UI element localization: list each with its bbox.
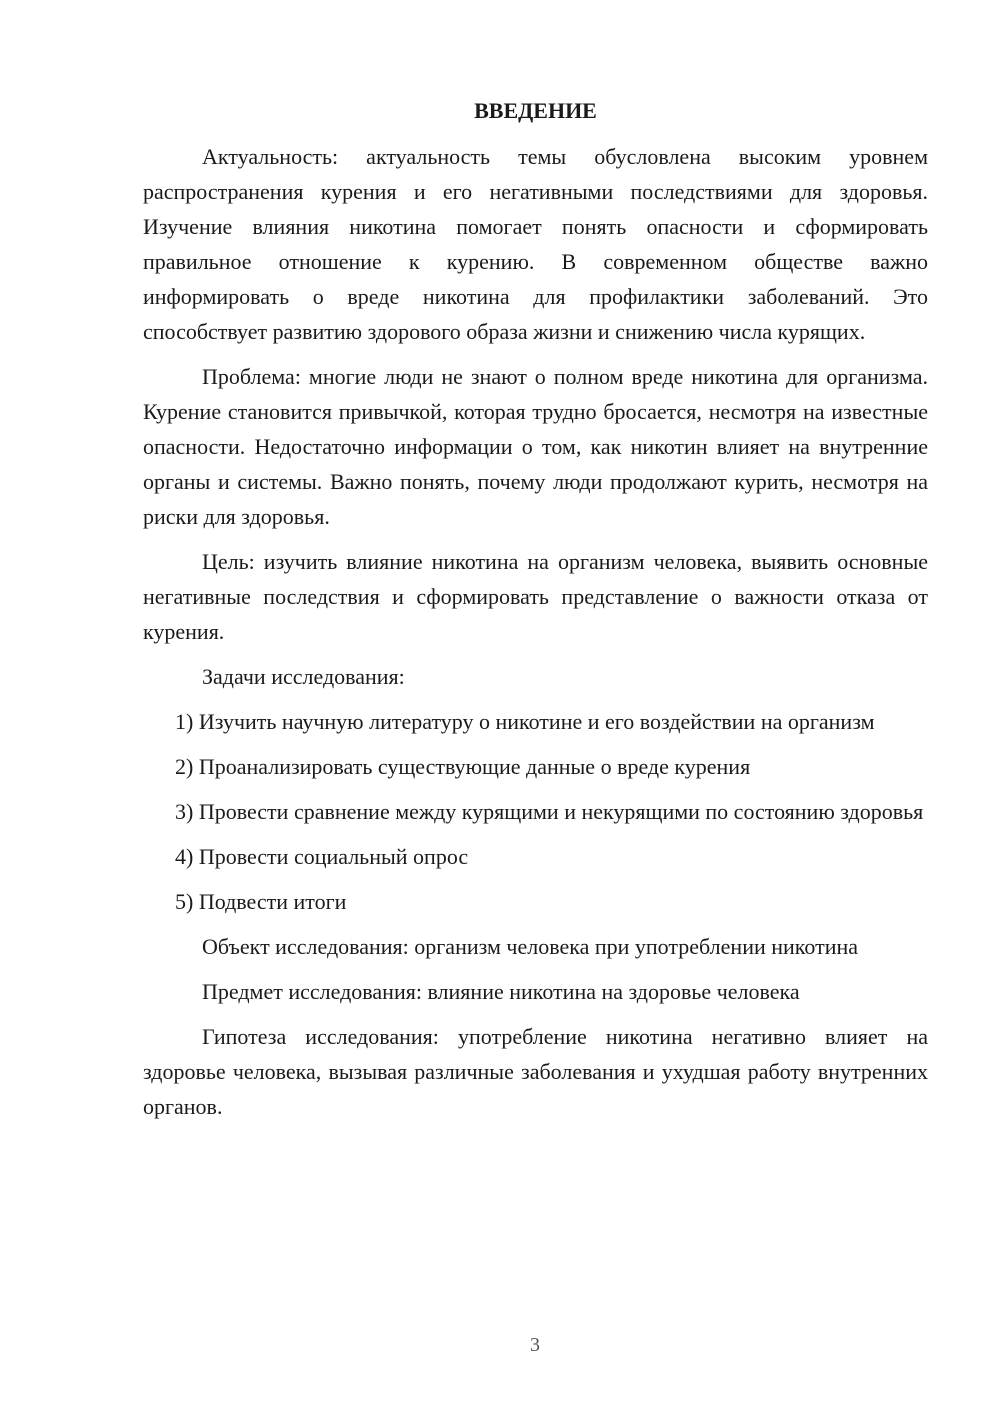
section-heading: ВВЕДЕНИЕ	[474, 98, 597, 123]
problem-paragraph: Проблема: многие люди не знают о полном вреде никотина для организма. Курение становится привычкой, которая трудно бросается, несмотря на известные опасности. Недостаточно информации о том, как никотин влияет на внутренние органы и системы. Важно понять, почему люди продолжают курить, несмотря на риски для здоровья.	[143, 364, 928, 529]
tasks-heading: Задачи исследования:	[202, 664, 405, 689]
task-item-4: 4) Провести социальный опрос	[175, 844, 469, 869]
page-number: 3	[530, 1334, 540, 1356]
task-item-2: 2) Проанализировать существующие данные о вреде курения	[175, 754, 751, 779]
task-item-3: 3) Провести сравнение между курящими и некурящими по состоянию здоровья	[175, 799, 924, 824]
task-item-5: 5) Подвести итоги	[175, 889, 347, 914]
hypothesis-paragraph: Гипотеза исследования: употребление никотина негативно влияет на здоровье человека, вызывая различные заболевания и ухудшая работу внутренних органов.	[143, 1024, 928, 1119]
subject-paragraph: Предмет исследования: влияние никотина на здоровье человека	[202, 979, 800, 1004]
goal-paragraph: Цель: изучить влияние никотина на организм человека, выявить основные негативные последствия и сформировать представление о важности отказа от курения.	[143, 549, 928, 644]
document-page	[143, 93, 928, 1134]
task-item-1: 1) Изучить научную литературу о никотине и его воздействии на организм	[175, 709, 875, 734]
object-paragraph: Объект исследования: организм человека при употреблении никотина	[202, 934, 859, 959]
relevance-paragraph: Актуальность: актуальность темы обусловлена высоким уровнем распространения курения и его негативными последствиями для здоровья. Изучение влияния никотина помогает понять опасности и сформировать правильное отношение к курению. В современном обществе важно информировать о вреде никотина для профилактики заболеваний. Это способствует развитию здорового образа жизни и снижению числа курящих.	[143, 144, 928, 344]
